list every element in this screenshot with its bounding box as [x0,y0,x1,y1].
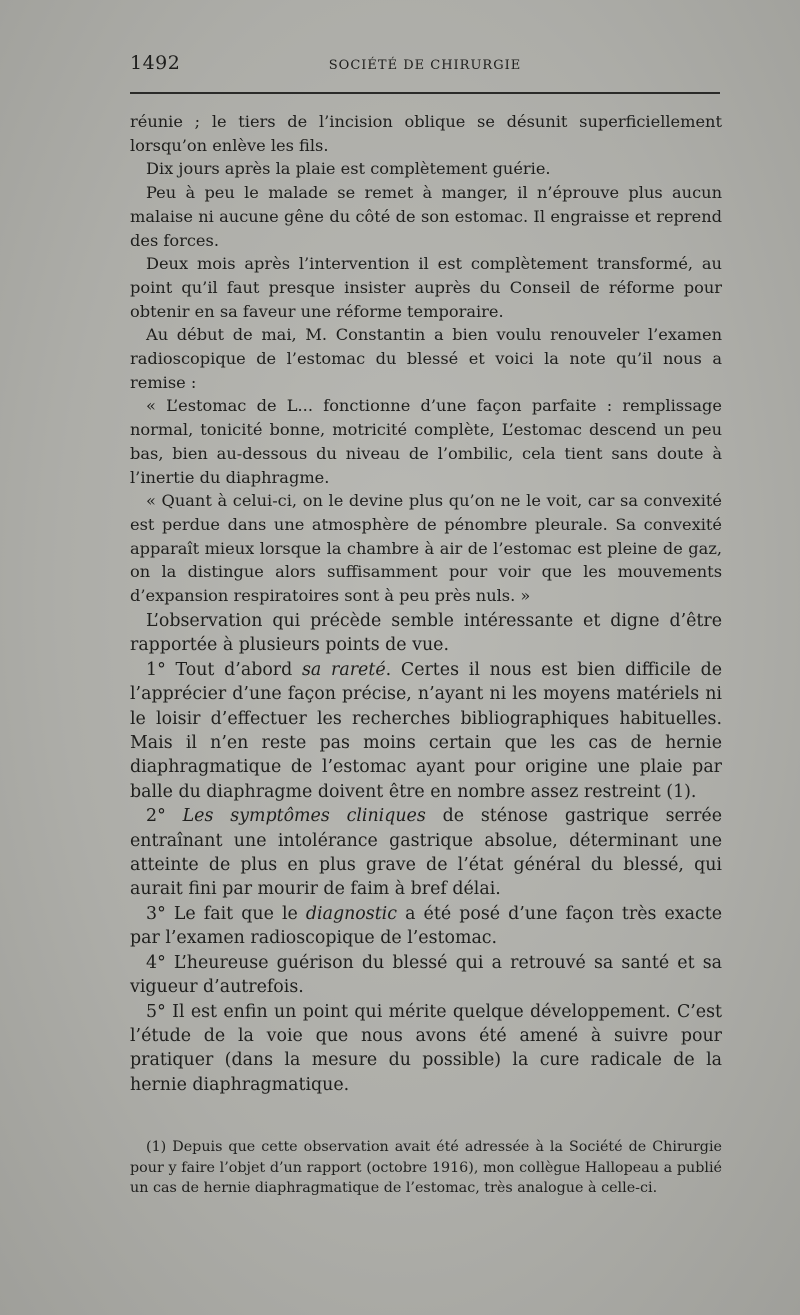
point-2: 2° Les symptômes cliniques de sténose gastrique serrée entraînant une intolérance gastrique absolue, déterminant une atteinte de plus en plus grave de l’état général du blessé, qui aurait fini par mourir de faim à bref délai. [130,806,722,900]
paragraph: « L’estomac de L... fonctionne d’une façon parfaite : remplissage normal, tonicité bonne, motricité complète, L’estomac descend un peu bas, bien au-dessous du niveau de l’ombilic, cela tient sans doute à l’inertie du diaphragme. [130,396,722,487]
running-title: SOCIÉTÉ DE CHIRURGIE [328,58,522,73]
point-1: 1° Tout d’abord sa rareté. Certes il nous est bien difficile de l’apprécier d’une façon précise, n’ayant ni les moyens matériels ni le loisir d’effectuer les recherches bibliographiques habituelles. Mais il n’en reste pas moins certain que les cas de hernie diaphragmatique de l’estomac ayant pour origine une plaie par balle du diaphragme doivent être en nombre assez restreint (1). [130,659,723,802]
paragraph: réunie ; le tiers de l’incision oblique se désunit superficiellement lorsqu’on enlève les fils. [130,112,722,155]
discussion-text [130,609,722,1097]
emphasis: Les symptômes cliniques [182,806,426,827]
paragraph: « Quant à celui-ci, on le devine plus qu’on ne le voit, car sa convexité est perdue dans une atmosphère de pénombre pleurale. Sa convexité apparaît mieux lorsque la chambre à air de l’estomac est pleine de gaz, on la distingue alors suffisamment pour voir que les mouvements d’expansion respiratoires sont à peu près nuls. » [130,491,722,606]
footnote-text: (1) Depuis que cette observation avait été adressée à la Société de Chirurgie pour y faire l’objet d’un rapport (octobre 1916), mon collègue Hallopeau a publié un cas de hernie diaphragmatique de l’estomac, très analogue à celle-ci. [130,1139,722,1196]
page-header [130,52,720,82]
point-3: 3° Le fait que le diagnostic a été posé d’une façon très exacte par l’examen radioscopique de l’estomac. [130,903,722,949]
paragraph: Deux mois après l’intervention il est complètement transformé, au point qu’il faut presque insister auprès du Conseil de réforme pour obtenir en sa faveur une réforme temporaire. [130,254,722,321]
paragraph: L’observation qui précède semble intéressante et digne d’être rapportée à plusieurs points de vue. [130,611,722,656]
footnote [130,1137,722,1199]
header-rule [130,92,720,94]
point-5: 5° Il est enfin un point qui mérite quelque développement. C’est l’étude de la voie que nous avons été amené à suivre pour pratiquer (dans la mesure du possible) la cure radicale de la hernie diaphragmatique. [130,1001,722,1095]
case-report-text [130,110,722,608]
page-number: 1492 [130,52,181,74]
emphasis: sa rareté [302,659,386,680]
paragraph: Au début de mai, M. Constantin a bien voulu renouveler l’examen radioscopique de l’estomac du blessé et voici la note qu’il nous a remise : [130,325,722,392]
emphasis: diagnostic [305,903,397,924]
paragraph: Peu à peu le malade se remet à manger, il n’éprouve plus aucun malaise ni aucune gêne du côté de son estomac. Il engraisse et reprend des forces. [130,183,722,250]
paragraph: Dix jours après la plaie est complètement guérie. [146,159,551,179]
point-4: 4° L’heureuse guérison du blessé qui a retrouvé sa santé et sa vigueur d’autrefois. [130,952,722,998]
